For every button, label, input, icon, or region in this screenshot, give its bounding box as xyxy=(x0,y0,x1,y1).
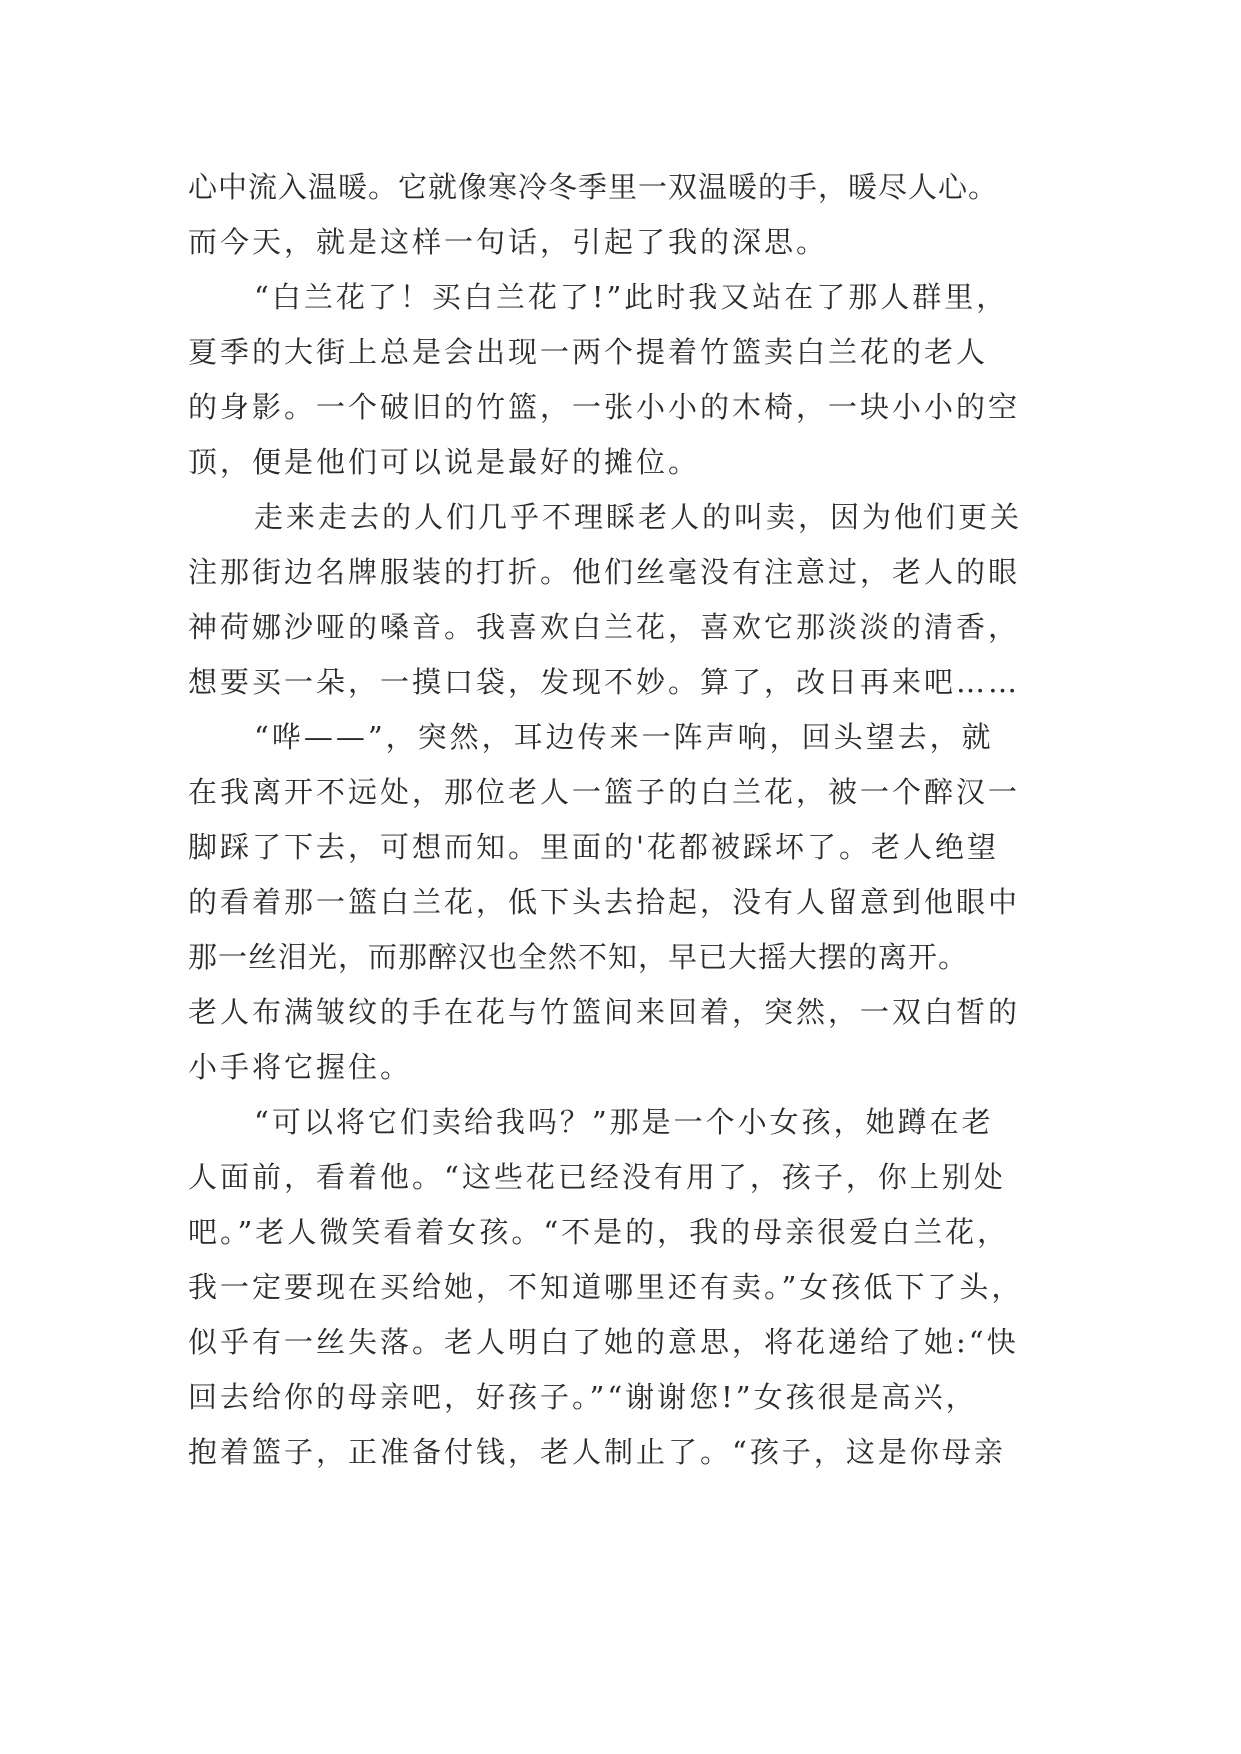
text-line: 的身影。一个破旧的竹篮，一张小小的木椅，一块小小的空 xyxy=(188,390,1021,424)
text-line: 吧。”老人微笑看着女孩。“不是的，我的母亲很爱白兰花， xyxy=(188,1215,1010,1249)
text-line: 老人布满皱纹的手在花与竹篮间来回着，突然，一双白皙的 xyxy=(188,995,1021,1029)
text-line: 走来走去的人们几乎不理睬老人的叫卖，因为他们更关 xyxy=(254,500,1023,534)
body-text xyxy=(188,160,1088,1480)
text-line: 心中流入温暖。它就像寒冷冬季里一双温暖的手，暖尽人心。 xyxy=(188,170,999,204)
text-line: 想要买一朵，一摸口袋，发现不妙。算了，改日再来吧…… xyxy=(188,665,1021,699)
text-line: “可以将它们卖给我吗？”那是一个小女孩，她蹲在老 xyxy=(254,1105,994,1139)
text-line: 人面前，看着他。“这些花已经没有用了，孩子，你上别处 xyxy=(188,1160,1006,1194)
text-line: 我一定要现在买给她，不知道哪里还有卖。”女孩低下了头， xyxy=(188,1270,1024,1304)
text-line: “哗——”，突然，耳边传来一阵声响，回头望去，就 xyxy=(254,720,994,754)
text-line: 在我离开不远处，那位老人一篮子的白兰花，被一个醉汉一 xyxy=(188,775,1021,809)
text-line: 回去给你的母亲吧，好孩子。”“谢谢您!”女孩很是高兴， xyxy=(188,1380,978,1414)
text-line: 似乎有一丝失落。老人明白了她的意思，将花递给了她:“快 xyxy=(188,1325,1019,1359)
text-line: “白兰花了！买白兰花了!”此时我又站在了那人群里， xyxy=(254,280,1009,314)
text-line: 小手将它握住。 xyxy=(188,1050,413,1084)
text-line: 夏季的大街上总是会出现一两个提着竹篮卖白兰花的老人 xyxy=(188,335,989,369)
text-line: 顶，便是他们可以说是最好的摊位。 xyxy=(188,445,701,479)
text-line: 神荷娜沙哑的嗓音。我喜欢白兰花，喜欢它那淡淡的清香， xyxy=(188,610,1021,644)
text-line: 的看着那一篮白兰花，低下头去拾起，没有人留意到他眼中 xyxy=(188,885,1021,919)
text-line: 抱着篮子，正准备付钱，老人制止了。“孩子，这是你母亲 xyxy=(188,1435,1006,1469)
text-line: 那一丝泪光，而那醉汉也全然不知，早已大摇大摆的离开。 xyxy=(188,940,969,974)
text-line: 脚踩了下去，可想而知。里面的'花都被踩坏了。老人绝望 xyxy=(188,830,999,864)
text-line: 而今天，就是这样一句话，引起了我的深思。 xyxy=(188,225,829,259)
text-line: 注那街边名牌服装的打折。他们丝毫没有注意过，老人的眼 xyxy=(188,555,1021,589)
